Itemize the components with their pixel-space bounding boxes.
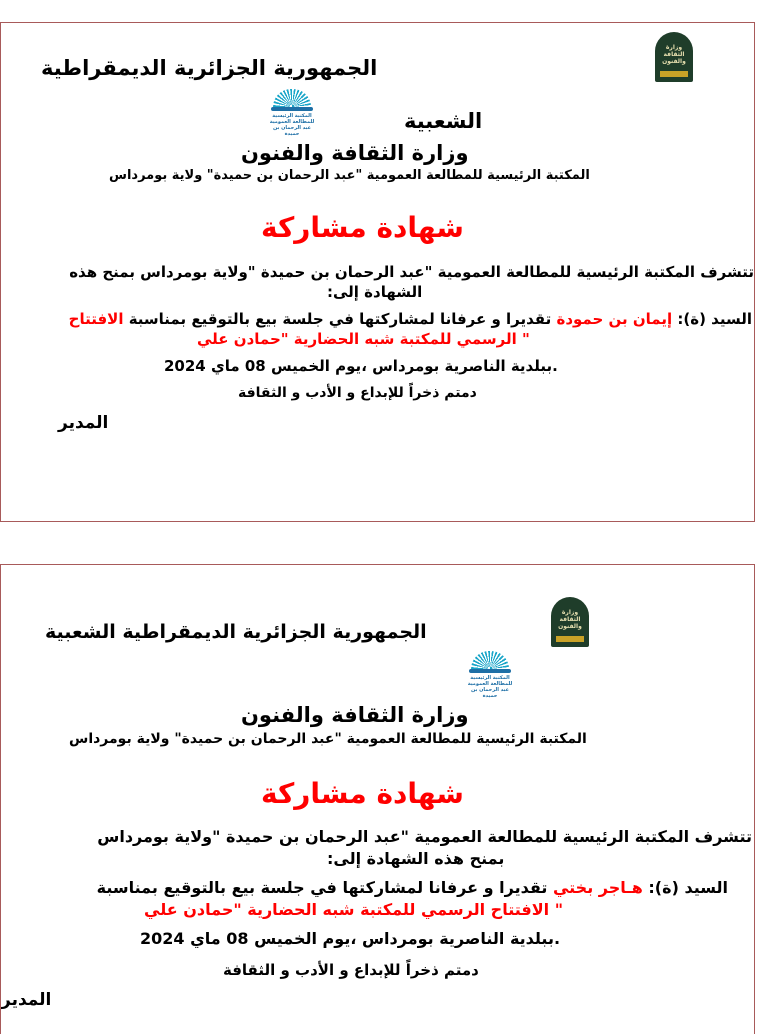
intro-text-2: بمنح هذه الشهادة إلى:: [327, 849, 505, 868]
certificate-card-1: [0, 22, 755, 522]
ministry-emblem-icon: وزارة الثقافة والفنون: [655, 32, 693, 82]
intro-text: تتشرف المكتبة الرئيسية للمطالعة العمومية "عبد الرحمان بن حميدة "ولاية بومرداس بمنح هذه: [69, 263, 754, 281]
reason-line-2: " الرسمي للمكتبة شبه الحضارية "حمادن علي: [197, 330, 530, 348]
republic-line: الجمهورية الجزائرية الديمقراطية: [41, 56, 378, 80]
certificate-title: شهادة مشاركة: [261, 777, 464, 810]
certificate-card-2: [0, 564, 755, 1034]
reason-text: تقديرا و عرفانا لمشاركتها في جلسة بيع بالتوقيع بمناسبة: [96, 878, 548, 897]
reason-text: تقديرا و عرفانا لمشاركتها في جلسة بيع بالتوقيع بمناسبة: [128, 310, 552, 328]
intro-text: تتشرف المكتبة الرئيسية للمطالعة العمومية "عبد الرحمان بن حميدة "ولاية بومرداس: [97, 827, 752, 846]
intro-text-2: الشهادة إلى:: [327, 283, 423, 301]
recipient-name: إيمان بن حمودة: [556, 310, 673, 328]
library-name: المكتبة الرئيسية للمطالعة العمومية "عبد الرحمان بن حميدة" ولاية بومرداس: [69, 731, 587, 747]
republic-line-2: الشعبية: [404, 109, 483, 133]
ministry-name: وزارة الثقافة والفنون: [241, 141, 469, 165]
director-signature: المدير: [58, 413, 109, 433]
recipient-line: [97, 878, 728, 897]
reason-highlight: الافتتاح: [68, 310, 124, 328]
motto: دمتم ذخراً للإبداع و الأدب و الثقافة: [238, 385, 477, 401]
place-date: .ببلدية الناصرية بومرداس ،يوم الخميس 08 ماي 2024: [140, 929, 561, 948]
republic-line: الجمهورية الجزائرية الديمقراطية الشعبية: [45, 621, 427, 643]
place-date: .ببلدية الناصرية بومرداس ،يوم الخميس 08 ماي 2024: [164, 357, 558, 375]
director-signature: المدير: [1, 990, 52, 1010]
certificate-title: شهادة مشاركة: [261, 211, 464, 244]
library-name: المكتبة الرئيسية للمطالعة العمومية "عبد الرحمان بن حميدة" ولاية بومرداس: [109, 168, 590, 183]
ministry-emblem-icon: وزارة الثقافة والفنون: [551, 597, 589, 647]
library-logo-icon: المكتبة الرئيسية للمطالعة العمومية عبد الرحمان بن حميدة: [461, 647, 519, 695]
recipient-line: [69, 310, 752, 328]
library-logo-icon: المكتبة الرئيسية للمطالعة العمومية عبد الرحمان بن حميدة: [263, 85, 321, 133]
recipient-name: هـاجر بختي: [552, 878, 643, 897]
ministry-name: وزارة الثقافة والفنون: [241, 703, 469, 727]
motto: دمتم ذخراً للإبداع و الأدب و الثقافة: [223, 961, 479, 979]
reason-line-2: " الافتتاح الرسمي للمكتبة شبه الحضارية "حمادن علي: [144, 900, 564, 919]
recipient-prefix: السيد (ة):: [648, 878, 728, 897]
recipient-prefix: السيد (ة):: [677, 310, 752, 328]
